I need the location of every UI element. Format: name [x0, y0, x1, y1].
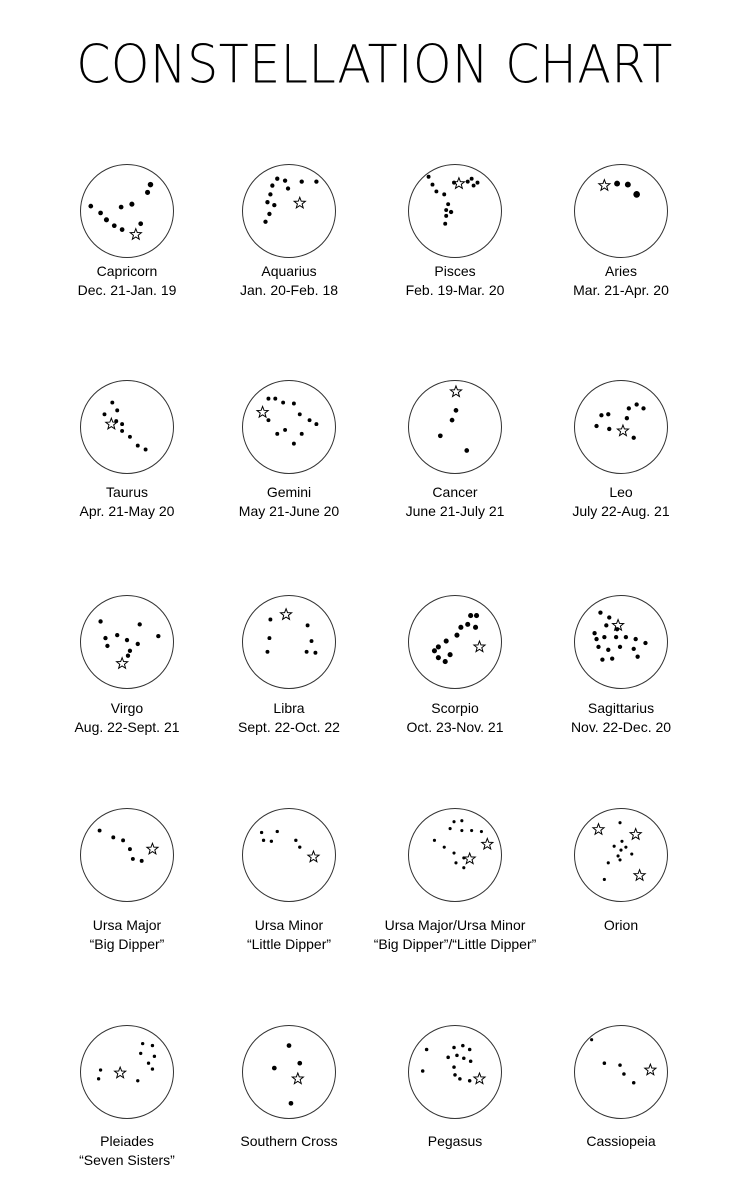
star-dot [436, 644, 441, 649]
constellation-dates: “Seven Sisters” [79, 1152, 175, 1168]
constellation-diagram [81, 1026, 173, 1118]
star-dot [310, 639, 314, 643]
star-dot [110, 401, 114, 405]
constellation-circle-pegasus [408, 1025, 502, 1119]
constellation-name: Orion [603, 917, 639, 933]
constellation-circle-capricorn [80, 164, 174, 258]
star-dot [433, 839, 436, 842]
constellation-diagram [81, 809, 173, 901]
constellation-diagram [81, 596, 173, 688]
star-dot [470, 829, 473, 832]
star-dot [590, 1038, 593, 1041]
constellation-circle-orion [574, 808, 668, 902]
star-dot [454, 861, 457, 864]
constellation-name: Southern Cross [240, 1133, 338, 1149]
constellation-circle-aquarius [242, 164, 336, 258]
star-dot [268, 618, 272, 622]
star-dot [262, 839, 265, 842]
constellation-name: Taurus [105, 484, 149, 500]
star-dot [469, 1059, 473, 1063]
star-dot [606, 412, 610, 416]
star-dot [452, 1046, 456, 1050]
star-dot [298, 412, 302, 416]
constellation-dates: “Big Dipper”/“Little Dipper” [373, 936, 537, 952]
star-dot [139, 1052, 142, 1055]
star-dot [473, 625, 478, 630]
constellation-diagram [409, 596, 501, 688]
star-outline-icon [645, 1064, 656, 1075]
star-dot [452, 1065, 456, 1069]
star-dot [632, 436, 636, 440]
star-dot [594, 637, 598, 641]
star-dot [111, 835, 115, 839]
constellation-dates: July 22-Aug. 21 [572, 503, 670, 519]
star-dot [300, 179, 304, 183]
star-outline-icon [308, 851, 319, 862]
star-dot [314, 422, 318, 426]
star-dot [145, 190, 150, 195]
constellation-label [521, 916, 721, 935]
constellation-dates: Mar. 21-Apr. 20 [573, 282, 669, 298]
star-dot [140, 859, 144, 863]
star-outline-icon [292, 1073, 303, 1084]
star-dot [618, 1063, 622, 1067]
constellation-name: Capricorn [96, 263, 158, 279]
star-dot [616, 854, 619, 857]
star-dot [614, 181, 620, 187]
star-dot [624, 635, 628, 639]
star-dot [97, 1077, 100, 1080]
constellation-dates: Sept. 22-Oct. 22 [238, 719, 340, 735]
constellation-dates: June 21-July 21 [405, 503, 505, 519]
star-dot [618, 858, 621, 861]
constellation-circle-scorpio [408, 595, 502, 689]
star-outline-icon [117, 658, 128, 669]
star-dot [148, 182, 153, 187]
constellation-label [521, 1132, 721, 1151]
star-dot [286, 186, 290, 190]
star-dot [448, 652, 453, 657]
constellation-dates: Apr. 21-May 20 [79, 503, 175, 519]
star-dot [99, 1068, 102, 1071]
star-dot [472, 184, 476, 188]
star-dot [603, 878, 606, 881]
star-dot [443, 846, 446, 849]
star-dot [468, 1079, 472, 1083]
constellation-name: Scorpio [431, 700, 479, 716]
star-dot [622, 1072, 626, 1076]
star-dot [625, 182, 631, 188]
star-dot [128, 847, 132, 851]
star-dot [98, 829, 102, 833]
star-dot [446, 202, 450, 206]
constellation-circle-sagittarius [574, 595, 668, 689]
star-dot [292, 402, 296, 406]
star-dot [120, 422, 124, 426]
star-dot [462, 866, 465, 869]
star-outline-icon [450, 386, 461, 397]
page-title: CONSTELLATION CHART [76, 33, 673, 96]
star-dot [125, 638, 129, 642]
star-dot [298, 846, 301, 849]
constellation-dates: Oct. 23-Nov. 21 [406, 719, 504, 735]
star-dot [603, 1061, 607, 1065]
constellation-dates: Nov. 22-Dec. 20 [570, 719, 672, 735]
constellation-diagram [243, 1026, 335, 1118]
star-dot [120, 429, 124, 433]
star-dot [156, 634, 160, 638]
star-dot [308, 418, 312, 422]
star-dot [266, 397, 270, 401]
constellation-diagram [409, 381, 501, 473]
star-dot [461, 1044, 465, 1048]
constellation-diagram [575, 809, 667, 901]
star-dot [460, 829, 463, 832]
constellation-circle-cancer [408, 380, 502, 474]
star-dot [452, 820, 455, 823]
star-dot [283, 428, 287, 432]
star-dot [474, 613, 479, 618]
star-dot [115, 408, 119, 412]
star-outline-icon [482, 838, 493, 849]
star-dot [594, 424, 598, 428]
constellation-diagram [575, 381, 667, 473]
star-dot [610, 656, 614, 660]
star-dot [276, 830, 279, 833]
star-dot [476, 181, 480, 185]
star-dot [128, 435, 132, 439]
star-dot [596, 645, 600, 649]
constellation-diagram [575, 596, 667, 688]
constellation-circle-gemini [242, 380, 336, 474]
constellation-name: Pegasus [427, 1133, 483, 1149]
star-outline-icon [630, 829, 641, 840]
star-dot [421, 1069, 425, 1073]
star-dot [599, 413, 603, 417]
constellation-diagram [409, 809, 501, 901]
star-dot [136, 1079, 139, 1082]
star-dot [103, 412, 107, 416]
star-dot [121, 838, 125, 842]
star-outline-icon [474, 641, 485, 652]
star-dot [458, 1077, 462, 1081]
star-dot [432, 648, 437, 653]
star-dot [436, 655, 441, 660]
constellation-name: Ursa Major/Ursa Minor [384, 917, 526, 933]
star-dot [260, 831, 263, 834]
constellation-circle-southern-cross [242, 1025, 336, 1119]
star-dot [138, 221, 143, 226]
constellation-name: Leo [609, 484, 633, 500]
star-dot [450, 418, 455, 423]
star-dot [619, 849, 622, 852]
star-dot [453, 1073, 457, 1077]
star-outline-icon [147, 843, 158, 854]
star-dot [607, 615, 611, 619]
constellation-dates: Dec. 21-Jan. 19 [77, 282, 177, 298]
star-dot [136, 642, 140, 646]
star-outline-icon [280, 609, 291, 620]
star-dot [129, 202, 134, 207]
constellation-dates: Jan. 20-Feb. 18 [239, 282, 339, 298]
star-dot [438, 433, 443, 438]
star-dot [265, 200, 269, 204]
star-dot [624, 846, 627, 849]
star-dot [466, 180, 470, 184]
star-dot [465, 622, 470, 627]
star-dot [634, 637, 638, 641]
constellation-diagram [81, 381, 173, 473]
star-dot [635, 655, 639, 659]
star-dot [425, 1048, 429, 1052]
star-dot [263, 220, 267, 224]
star-dot [120, 227, 125, 232]
star-dot [607, 861, 610, 864]
star-dot [613, 845, 616, 848]
star-dot [431, 183, 435, 187]
constellation-name: Cassiopeia [586, 1133, 656, 1149]
star-dot [151, 1044, 154, 1047]
constellation-dates: “Big Dipper” [89, 936, 165, 952]
star-outline-icon [257, 406, 268, 417]
constellation-diagram [409, 165, 501, 257]
constellation-diagram [243, 809, 335, 901]
star-dot [625, 416, 629, 420]
star-dot [144, 448, 148, 452]
star-dot [105, 644, 109, 648]
constellation-diagram [81, 165, 173, 257]
star-dot [151, 1067, 154, 1070]
star-dot [275, 432, 279, 436]
star-dot [292, 442, 296, 446]
constellation-dates: “Little Dipper” [246, 936, 332, 952]
star-dot [602, 635, 606, 639]
star-dot [600, 657, 604, 661]
star-dot [449, 827, 452, 830]
star-dot [446, 1056, 450, 1060]
star-dot [480, 830, 483, 833]
constellation-diagram [243, 381, 335, 473]
star-dot [604, 623, 608, 627]
star-dot [267, 636, 271, 640]
star-dot [305, 650, 309, 654]
star-outline-icon [593, 824, 604, 835]
star-dot [270, 840, 273, 843]
constellation-circle-ursa-minor [242, 808, 336, 902]
star-dot [294, 839, 297, 842]
star-dot [633, 191, 640, 198]
star-dot [452, 851, 455, 854]
star-dot [468, 613, 473, 618]
constellation-name: Aquarius [261, 263, 317, 279]
star-dot [607, 427, 611, 431]
star-dot [443, 222, 447, 226]
star-dot [643, 641, 647, 645]
star-dot [468, 1048, 472, 1052]
star-dot [427, 175, 431, 179]
star-dot [462, 1057, 466, 1061]
star-dot [620, 840, 623, 843]
constellation-diagram [575, 1026, 667, 1118]
star-dot [630, 852, 633, 855]
constellation-circle-taurus [80, 380, 174, 474]
star-dot [443, 659, 448, 664]
constellation-name: Sagittarius [587, 700, 655, 716]
star-dot [460, 819, 463, 822]
star-dot [104, 217, 109, 222]
star-dot [273, 397, 277, 401]
star-dot [464, 448, 469, 453]
star-outline-icon [474, 1073, 485, 1084]
star-dot [300, 432, 304, 436]
star-dot [115, 633, 119, 637]
star-dot [266, 650, 270, 654]
star-dot [314, 179, 318, 183]
star-dot [306, 623, 310, 627]
star-dot [112, 223, 117, 228]
star-dot [147, 1062, 150, 1065]
constellation-label [521, 699, 721, 737]
constellation-name: Libra [273, 700, 305, 716]
star-dot [272, 1066, 277, 1071]
constellation-diagram [409, 1026, 501, 1118]
constellation-circle-ursa-major [80, 808, 174, 902]
constellation-circle-pisces [408, 164, 502, 258]
star-dot [289, 1101, 294, 1106]
constellation-circle-aries [574, 164, 668, 258]
star-dot [641, 406, 645, 410]
star-dot [138, 622, 142, 626]
star-dot [632, 1081, 636, 1085]
constellation-name: Gemini [266, 484, 312, 500]
star-dot [103, 636, 107, 640]
star-dot [88, 204, 93, 209]
constellation-diagram [575, 165, 667, 257]
constellation-circle-cassiopeia [574, 1025, 668, 1119]
constellation-name: Pleiades [100, 1133, 154, 1149]
star-dot [458, 625, 463, 630]
star-dot [141, 1042, 144, 1045]
star-dot [267, 212, 271, 216]
constellation-name: Virgo [110, 700, 144, 716]
constellation-label [521, 262, 721, 300]
star-dot [598, 610, 602, 614]
star-dot [442, 192, 446, 196]
star-dot [266, 418, 270, 422]
constellation-dates: Aug. 22-Sept. 21 [74, 719, 180, 735]
star-dot [313, 651, 317, 655]
star-outline-icon [115, 1067, 126, 1078]
star-dot [618, 821, 621, 824]
constellation-dates: Feb. 19-Mar. 20 [405, 282, 505, 298]
constellation-diagram [243, 596, 335, 688]
constellation-name: Aries [605, 263, 637, 279]
star-dot [470, 177, 474, 181]
star-dot [592, 631, 596, 635]
star-outline-icon [464, 853, 475, 864]
star-dot [272, 203, 276, 207]
star-dot [632, 647, 636, 651]
constellation-label [521, 483, 721, 521]
star-dot [297, 1061, 302, 1066]
star-dot [281, 401, 285, 405]
star-dot [454, 633, 459, 638]
star-outline-icon [617, 425, 628, 436]
constellation-circle-virgo [80, 595, 174, 689]
star-dot [128, 649, 132, 653]
constellation-circle-pleiades [80, 1025, 174, 1119]
star-dot [455, 1054, 459, 1058]
star-dot [268, 192, 272, 196]
star-outline-icon [130, 229, 141, 240]
star-dot [444, 214, 448, 218]
constellation-circle-leo [574, 380, 668, 474]
star-dot [444, 638, 449, 643]
star-dot [434, 189, 438, 193]
star-dot [618, 645, 622, 649]
constellation-dates: May 21-June 20 [238, 503, 340, 519]
star-dot [136, 444, 140, 448]
star-outline-icon [634, 870, 645, 881]
constellation-diagram [243, 165, 335, 257]
star-outline-icon [599, 180, 610, 191]
star-dot [449, 210, 453, 214]
constellation-name: Pisces [434, 263, 476, 279]
star-dot [153, 1055, 156, 1058]
star-outline-icon [453, 178, 464, 189]
star-dot [635, 402, 639, 406]
star-dot [98, 619, 102, 623]
star-dot [627, 406, 631, 410]
constellation-name: Cancer [432, 484, 478, 500]
star-dot [283, 179, 287, 183]
constellation-circle-ursa-major-ursa-minor [408, 808, 502, 902]
star-dot [614, 635, 618, 639]
constellation-circle-libra [242, 595, 336, 689]
star-dot [270, 183, 274, 187]
star-dot [98, 211, 103, 216]
star-dot [275, 177, 279, 181]
constellation-name: Ursa Minor [254, 917, 324, 933]
star-dot [131, 857, 135, 861]
star-dot [126, 654, 130, 658]
star-outline-icon [294, 197, 305, 208]
star-dot [287, 1043, 292, 1048]
star-dot [454, 408, 459, 413]
constellation-name: Ursa Major [92, 917, 162, 933]
star-dot [444, 208, 448, 212]
star-dot [606, 648, 610, 652]
star-dot [119, 205, 124, 210]
